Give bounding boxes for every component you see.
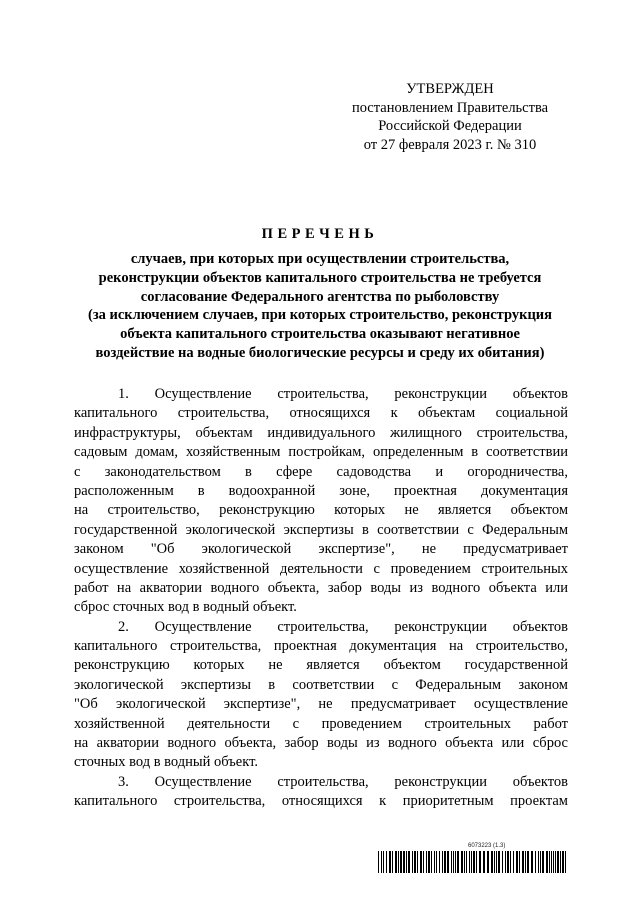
barcode-icon <box>378 851 568 873</box>
approval-heading: УТВЕРЖДЕН <box>406 81 494 97</box>
document-title: ПЕРЕЧЕНЬ <box>261 226 379 242</box>
text-line: капитального строительства, проектная документация на строительство, <box>74 638 568 655</box>
approval-date-number: от 27 февраля 2023 г. № 310 <box>363 136 537 153</box>
text-line: экологической экспертизы в соответствии с Федеральным законом <box>74 676 568 693</box>
subtitle-line: реконструкции объектов капитального строительства не требуется <box>98 269 542 286</box>
text-line: с законодательством в сфере садоводства и огородничества, <box>74 463 568 480</box>
text-line: садовым домам, хозяйственным постройкам, определенным в соответствии <box>74 444 568 461</box>
text-line: расположенным в водоохранной зоне, проектная документация <box>74 482 568 499</box>
text-line: 2. Осуществление строительства, реконструкции объектов <box>118 618 568 635</box>
subtitle-line: воздействие на водные биологические ресурсы и среду их обитания) <box>95 344 545 361</box>
approval-block <box>330 80 570 154</box>
subtitle-line: объекта капитального строительства оказывают негативное <box>120 326 520 343</box>
text-line: 3. Осуществление строительства, реконструкции объектов <box>118 773 568 790</box>
text-line: капитального строительства, относящихся к объектам социальной <box>74 405 568 422</box>
text-line: на акватории водного объекта, забор воды из водного объекта или сброс <box>74 735 568 752</box>
document-body <box>74 385 568 812</box>
text-line: реконструкцию которых не является объектом государственной <box>74 657 568 674</box>
subtitle-line: (за исключением случаев, при которых строительство, реконструкция <box>87 307 552 324</box>
list-item-3 <box>74 773 568 812</box>
text-line: осуществление хозяйственной деятельности с проведением строительных <box>74 560 568 577</box>
subtitle-line: случаев, при которых при осуществлении строительства, <box>130 251 510 267</box>
text-line: сброс сточных вод в водный объект. <box>74 599 297 616</box>
text-line: "Об экологической экспертизе", не предусматривает осуществление <box>74 696 568 713</box>
text-line: законом "Об экологической экспертизе", не предусматривает <box>74 541 568 558</box>
text-line: на строительство, реконструкцию которых не является объектом <box>74 502 568 519</box>
subtitle-line: согласование Федерального агентства по рыболовству <box>140 288 500 305</box>
text-line: работ на акватории водного объекта, забор воды из водного объекта или <box>74 579 568 596</box>
text-line: сточных вод в водный объект. <box>74 754 258 771</box>
list-item-2 <box>74 618 568 773</box>
list-item-1 <box>74 385 568 618</box>
text-line: капитального строительства, относящихся к приоритетным проектам <box>74 793 568 810</box>
approval-line: постановлением Правительства <box>351 99 549 116</box>
text-line: инфраструктуры, объектам индивидуального жилищного строительства, <box>74 424 568 441</box>
document-code: 6073223 (1.3) <box>468 843 506 849</box>
approval-line: Российской Федерации <box>378 118 522 134</box>
document-subtitle <box>60 250 580 363</box>
text-line: 1. Осуществление строительства, реконструкции объектов <box>118 386 568 402</box>
text-line: государственной экологической экспертизы в соответствии с Федеральным <box>74 521 568 538</box>
text-line: хозяйственной деятельности с проведением строительных работ <box>74 715 568 732</box>
